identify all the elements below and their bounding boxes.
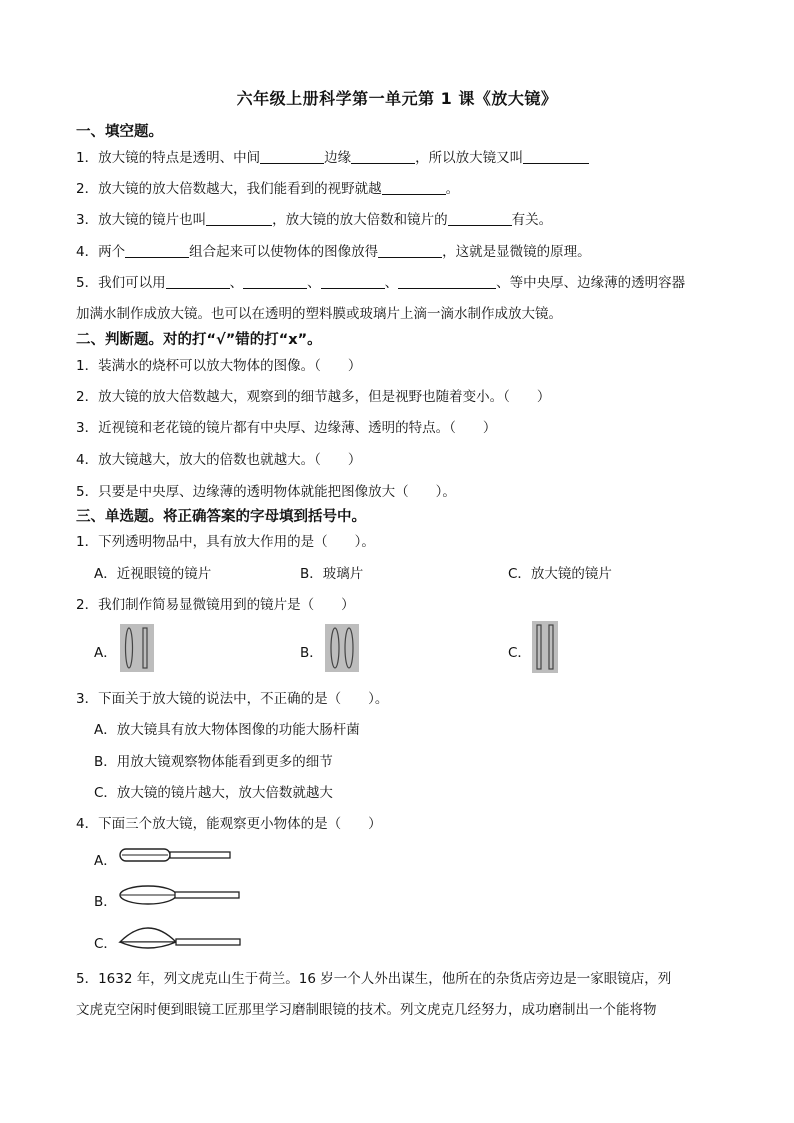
answer-blank[interactable]	[398, 274, 496, 289]
choice-q3-option-c[interactable]: C．放大镜的镜片越大，放大倍数就越大	[94, 785, 333, 801]
fill-q5-line2: 加满水制作成放大镜。也可以在透明的塑料膜或玻璃片上滴一滴水制作成放大镜。	[76, 306, 562, 322]
choice-q1-option-b[interactable]: B．玻璃片	[300, 566, 364, 582]
judge-q5: 5．只要是中央厚、边缘薄的透明物体就能把图像放大（ ）。	[76, 484, 456, 500]
choice-q1-stem: 1．下列透明物品中，具有放大作用的是（ ）。	[76, 534, 375, 550]
answer-blank[interactable]	[260, 149, 324, 164]
judge-q2: 2．放大镜的放大倍数越大，观察到的细节越多，但是视野也随着变小。（ ）	[76, 389, 551, 405]
two-flat-lenses-icon	[532, 621, 558, 673]
section2-heading: 二、判断题。对的打“√”错的打“x”。	[76, 332, 322, 348]
answer-blank[interactable]	[378, 243, 442, 258]
choice-q4-option-a[interactable]: A．	[94, 853, 117, 869]
choice-q2-option-b[interactable]: B．	[300, 645, 323, 661]
two-convex-lenses-icon	[325, 624, 359, 672]
answer-blank[interactable]	[243, 274, 307, 289]
choice-q1-option-c[interactable]: C．放大镜的镜片	[508, 566, 612, 582]
choice-q4-option-c[interactable]: C．	[94, 936, 117, 952]
page-title: 六年级上册科学第一单元第 1 课《放大镜》	[236, 89, 558, 108]
fill-q3: 3．放大镜的镜片也叫 ，放大镜的放大倍数和镜片的 有关。	[76, 212, 553, 228]
choice-q1-option-a[interactable]: A．近视眼镜的镜片	[94, 566, 212, 582]
section1-heading: 一、填空题。	[76, 124, 163, 140]
choice-q4-option-b[interactable]: B．	[94, 894, 117, 910]
judge-q4: 4．放大镜越大，放大的倍数也就越大。（ ）	[76, 452, 362, 468]
choice-q3-option-b[interactable]: B．用放大镜观察物体能看到更多的细节	[94, 754, 333, 770]
answer-blank[interactable]	[206, 211, 272, 226]
answer-blank[interactable]	[448, 211, 512, 226]
answer-blank[interactable]	[382, 180, 446, 195]
fill-q4: 4．两个 组合起来可以使物体的图像放得 ，这就是显微镜的原理。	[76, 244, 591, 260]
choice-q3-option-a[interactable]: A．放大镜具有放大物体图像的功能大肠杆菌	[94, 722, 360, 738]
fill-q1: 1．放大镜的特点是透明、中间 边缘 ，所以放大镜又叫	[76, 146, 589, 166]
section3-heading: 三、单选题。将正确答案的字母填到括号中。	[76, 509, 366, 525]
fill-q5: 5．我们可以用 、 、 、 、等中央厚、边缘薄的透明容器	[76, 275, 686, 291]
judge-q3: 3．近视镜和老花镜的镜片都有中央厚、边缘薄、透明的特点。（ ）	[76, 420, 497, 436]
convex-and-flat-lens-icon	[120, 624, 154, 672]
judge-q1: 1．装满水的烧杯可以放大物体的图像。（ ）	[76, 358, 362, 374]
choice-q3-stem: 3．下面关于放大镜的说法中，不正确的是（ ）。	[76, 691, 389, 707]
choice-q2-option-c[interactable]: C．	[508, 645, 531, 661]
thick-magnifier-icon	[116, 920, 244, 954]
fill-q2: 2．放大镜的放大倍数越大，我们能看到的视野就越 。	[76, 181, 460, 197]
flat-magnifier-icon	[118, 843, 234, 867]
choice-q2-option-a[interactable]: A．	[94, 645, 117, 661]
answer-blank[interactable]	[321, 274, 385, 289]
answer-blank[interactable]	[351, 149, 415, 164]
choice-q2-stem: 2．我们制作简易显微镜用到的镜片是（ ）	[76, 597, 355, 613]
choice-q5-line2: 文虎克空闲时便到眼镜工匠那里学习磨制眼镜的技术。列文虎克几经努力，成功磨制出一个能将物	[76, 1002, 657, 1018]
medium-magnifier-icon	[118, 881, 244, 909]
choice-q4-stem: 4．下面三个放大镜，能观察更小物体的是（ ）	[76, 816, 382, 832]
answer-blank[interactable]	[166, 274, 230, 289]
answer-blank[interactable]	[523, 149, 589, 164]
choice-q5-line1: 5．1632 年，列文虎克山生于荷兰。16 岁一个人外出谋生，他所在的杂货店旁边是一家眼镜店，列	[76, 971, 672, 987]
answer-blank[interactable]	[125, 243, 189, 258]
